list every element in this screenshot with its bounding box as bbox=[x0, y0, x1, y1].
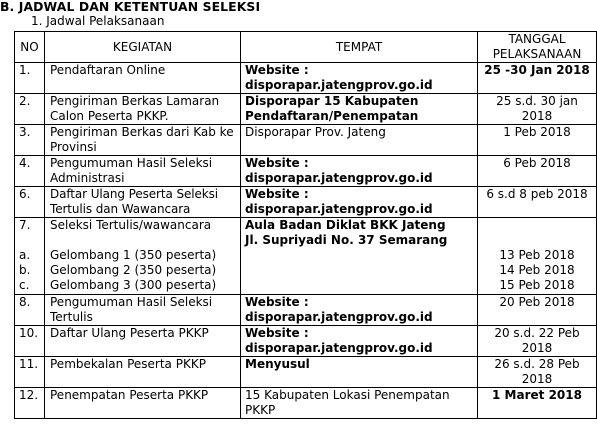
row-tanggal bbox=[478, 326, 597, 357]
tanggal-line: 1 Peb 2018 bbox=[503, 125, 571, 139]
table-row bbox=[15, 388, 597, 419]
gelombang-label: Gelombang 3 (300 peserta) bbox=[50, 278, 217, 292]
row-tanggal bbox=[478, 295, 597, 326]
row-kegiatan bbox=[45, 125, 241, 156]
row-tanggal bbox=[478, 94, 597, 125]
row-tanggal bbox=[478, 218, 597, 295]
row-tanggal bbox=[478, 357, 597, 388]
tempat-line: Disporapar Prov. Jateng bbox=[245, 125, 386, 139]
gelombang-label: Gelombang 2 (350 peserta) bbox=[50, 263, 217, 277]
tempat-line: PKKP bbox=[245, 403, 276, 417]
table-row bbox=[15, 357, 597, 388]
row-no: 10. bbox=[15, 326, 45, 357]
kegiatan-line: Pembekalan Peserta PKKP bbox=[50, 357, 206, 371]
gelombang-letter: c. bbox=[19, 278, 30, 292]
kegiatan-line: Tertulis dan Wawancara bbox=[50, 202, 191, 216]
tanggal-line: 2018 bbox=[521, 372, 553, 386]
schedule-table bbox=[14, 31, 597, 419]
kegiatan-line: Seleksi Tertulis/wawancara bbox=[50, 218, 212, 232]
row-no: 3. bbox=[15, 125, 45, 156]
kegiatan-line: Penempatan Peserta PKKP bbox=[50, 388, 209, 402]
row-kegiatan bbox=[45, 63, 241, 94]
tanggal-line: 20 s.d. 22 Peb bbox=[494, 326, 580, 340]
kegiatan-line: Provinsi bbox=[50, 140, 97, 154]
row-tanggal bbox=[478, 388, 597, 419]
tempat-line: Website : bbox=[245, 326, 309, 340]
row-tempat bbox=[241, 326, 478, 357]
header-tanggal-line-1: TANGGAL bbox=[508, 32, 566, 46]
header-kegiatan: KEGIATAN bbox=[45, 32, 241, 63]
tanggal-line: 25 s.d. 30 jan bbox=[496, 94, 578, 108]
tempat-line: Pendaftaran/Penempatan bbox=[245, 109, 419, 123]
row-kegiatan bbox=[45, 357, 241, 388]
tempat-line: Menyusul bbox=[245, 357, 310, 371]
row-tempat bbox=[241, 295, 478, 326]
header-tanggal bbox=[478, 32, 597, 63]
tanggal-line: 26 s.d. 28 Peb bbox=[494, 357, 580, 371]
kegiatan-line: Pengumuman Hasil Seleksi bbox=[50, 156, 213, 170]
row-tempat bbox=[241, 218, 478, 295]
tanggal-line: 25 -30 Jan 2018 bbox=[484, 63, 590, 77]
row-no: 6. bbox=[15, 187, 45, 218]
row-no bbox=[15, 218, 45, 295]
gelombang-letter: b. bbox=[19, 263, 31, 277]
tempat-line: 15 Kabupaten Lokasi Penempatan bbox=[245, 388, 450, 402]
header-no: NO bbox=[15, 32, 45, 63]
row-no: 8. bbox=[15, 295, 45, 326]
table-row bbox=[15, 63, 597, 94]
tanggal-line: 1 Maret 2018 bbox=[492, 388, 582, 402]
tanggal-line: 6 s.d 8 peb 2018 bbox=[486, 187, 588, 201]
table-row bbox=[15, 125, 597, 156]
tempat-line: Disporapar 15 Kabupaten bbox=[245, 94, 419, 108]
table-row bbox=[15, 295, 597, 326]
row-kegiatan bbox=[45, 187, 241, 218]
row-tempat bbox=[241, 187, 478, 218]
row-no: 4. bbox=[15, 156, 45, 187]
row-kegiatan bbox=[45, 156, 241, 187]
tempat-line: Website : bbox=[245, 156, 309, 170]
row-tempat bbox=[241, 94, 478, 125]
row-kegiatan bbox=[45, 295, 241, 326]
tanggal-line: 6 Peb 2018 bbox=[503, 156, 571, 170]
row-tanggal bbox=[478, 156, 597, 187]
tempat-line: Aula Badan Diklat BKK Jateng bbox=[245, 218, 446, 232]
tempat-line: disporapar.jatengprov.go.id bbox=[245, 310, 433, 324]
table-row bbox=[15, 326, 597, 357]
header-row bbox=[15, 32, 597, 63]
gelombang-letter: a. bbox=[19, 248, 31, 262]
row-tanggal bbox=[478, 63, 597, 94]
row-kegiatan bbox=[45, 388, 241, 419]
row-tempat bbox=[241, 125, 478, 156]
sub-title: 1. Jadwal Pelaksanaan bbox=[31, 14, 165, 28]
section-title: B. JADWAL DAN KETENTUAN SELEKSI bbox=[0, 0, 261, 14]
row-tanggal bbox=[478, 187, 597, 218]
tempat-line: Website : bbox=[245, 63, 309, 77]
table-row bbox=[15, 156, 597, 187]
row-no: 1. bbox=[15, 63, 45, 94]
row-kegiatan bbox=[45, 94, 241, 125]
kegiatan-line: Daftar Ulang Peserta PKKP bbox=[50, 326, 209, 340]
gelombang-label: Gelombang 1 (350 peserta) bbox=[50, 248, 217, 262]
kegiatan-line: Tertulis bbox=[50, 310, 93, 324]
tempat-line: disporapar.jatengprov.go.id bbox=[245, 78, 433, 92]
row-tanggal bbox=[478, 125, 597, 156]
kegiatan-line: Pengiriman Berkas dari Kab ke bbox=[50, 125, 234, 139]
tanggal-line: 2018 bbox=[521, 341, 553, 355]
row-tempat bbox=[241, 388, 478, 419]
kegiatan-line: Pendaftaran Online bbox=[50, 63, 166, 77]
row-kegiatan bbox=[45, 218, 241, 295]
tempat-line: disporapar.jatengprov.go.id bbox=[245, 341, 433, 355]
row-tempat bbox=[241, 156, 478, 187]
table-row bbox=[15, 94, 597, 125]
kegiatan-line: Administrasi bbox=[50, 171, 125, 185]
kegiatan-line: Calon Peserta PKKP. bbox=[50, 109, 169, 123]
tempat-line: disporapar.jatengprov.go.id bbox=[245, 202, 433, 216]
kegiatan-line: Daftar Ulang Peserta Seleksi bbox=[50, 187, 219, 201]
row-no-value: 7. bbox=[19, 218, 31, 232]
row-kegiatan bbox=[45, 326, 241, 357]
tempat-line: disporapar.jatengprov.go.id bbox=[245, 171, 433, 185]
kegiatan-line: Pengumuman Hasil Seleksi bbox=[50, 295, 213, 309]
tempat-line: Website : bbox=[245, 187, 309, 201]
table-row bbox=[15, 187, 597, 218]
row-no: 2. bbox=[15, 94, 45, 125]
kegiatan-line: Pengiriman Berkas Lamaran bbox=[50, 94, 220, 108]
tempat-line: Jl. Supriyadi No. 37 Semarang bbox=[245, 233, 448, 247]
gelombang-tanggal: 15 Peb 2018 bbox=[499, 278, 575, 292]
row-no: 11. bbox=[15, 357, 45, 388]
row-tempat bbox=[241, 63, 478, 94]
row-no: 12. bbox=[15, 388, 45, 419]
row-tempat bbox=[241, 357, 478, 388]
tempat-line: Website : bbox=[245, 295, 309, 309]
tanggal-line: 20 Peb 2018 bbox=[499, 295, 575, 309]
header-tanggal-line-2: PELAKSANAAN bbox=[492, 47, 582, 61]
gelombang-tanggal: 14 Peb 2018 bbox=[499, 263, 575, 277]
header-tempat: TEMPAT bbox=[241, 32, 478, 63]
tanggal-line: 2018 bbox=[521, 109, 553, 123]
gelombang-tanggal: 13 Peb 2018 bbox=[499, 248, 575, 262]
table-row bbox=[15, 218, 597, 295]
